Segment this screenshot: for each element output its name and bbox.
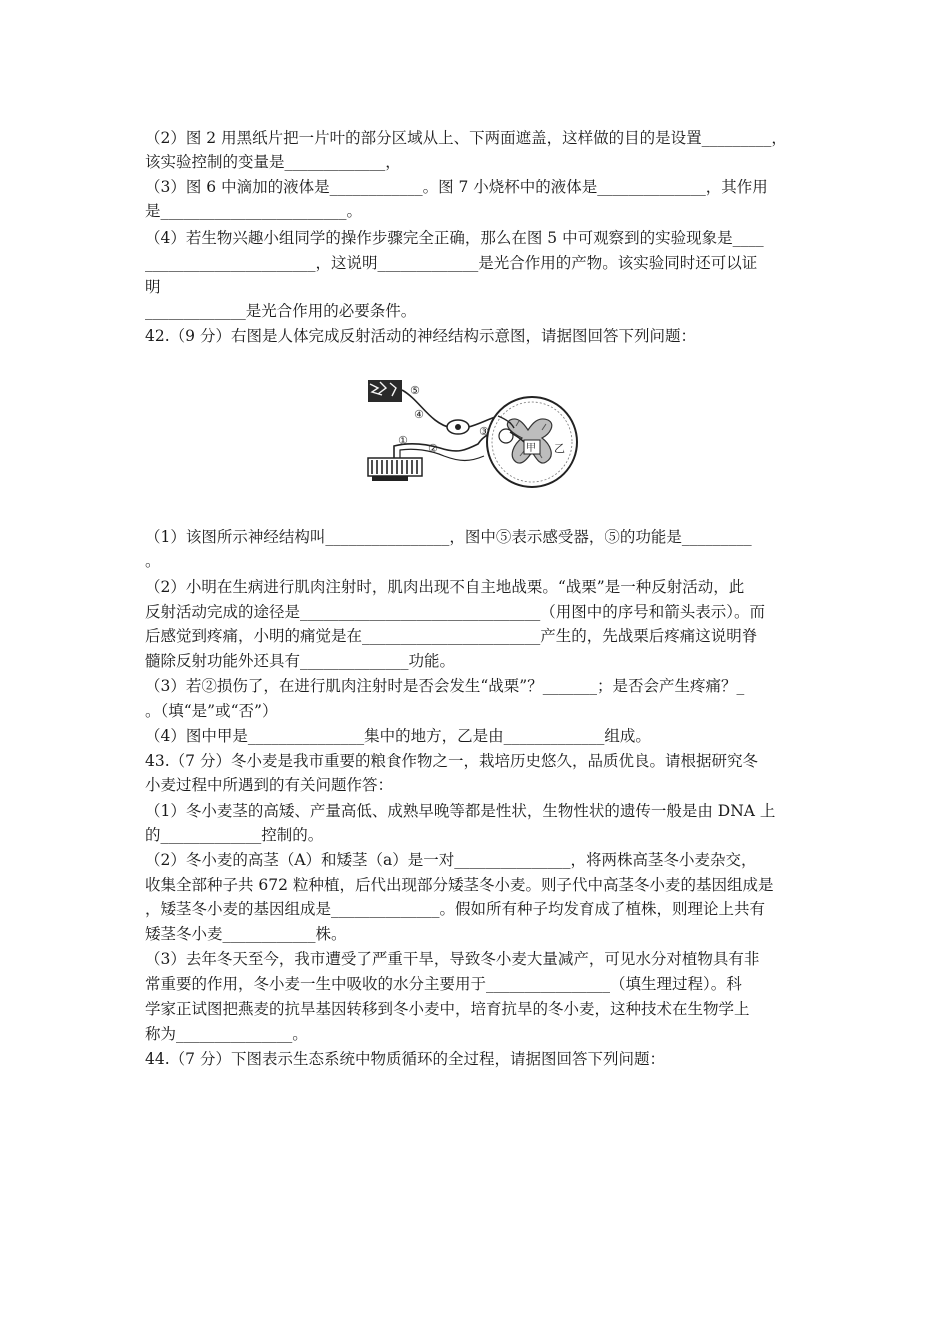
text-line: ，矮茎冬小麦的基因组成是______________。假如所有种子均发育成了植株，则理论上共有 — [145, 900, 766, 918]
text-line: （2）图 2 用黑纸片把一片叶的部分区域从上、下两面遮盖，这样做的目的是设置_________， — [145, 129, 787, 147]
reflex-arc-diagram — [360, 372, 590, 500]
question-43-title: 43.（7 分）冬小麦是我市重要的粮食作物之一，栽培历史悠久，品质优良。请根据研究冬 — [145, 752, 758, 770]
text-line: 的_____________控制的。 — [145, 826, 324, 844]
text-line: 髓除反射功能外还具有______________功能。 — [145, 652, 456, 670]
text-line: （1）该图所示神经结构叫________________，图中⑤表示感受器，⑤的功能是_________ — [145, 528, 752, 546]
text-line: （3）去年冬天至今，我市遭受了严重干旱，导致冬小麦大量减产，可见水分对植物具有非 — [145, 950, 760, 968]
text-line: （3）图 6 中滴加的液体是____________。图 7 小烧杯中的液体是______________，其作用 — [145, 178, 768, 196]
text-line: （1）冬小麦茎的高矮、产量高低、成熟早晚等都是性状，生物性状的遗传一般是由 DNA 上 — [145, 802, 776, 820]
text-line: 小麦过程中所遇到的有关问题作答： — [145, 776, 394, 794]
text-line: （4）图中甲是_______________集中的地方，乙是由_____________组成。 — [145, 727, 651, 745]
text-line: 称为_______________。 — [145, 1025, 308, 1043]
text-line: （2）冬小麦的高茎（A）和矮茎（a）是一对_______________，将两株高茎冬小麦杂交， — [145, 851, 757, 869]
text-line: （2）小明在生病进行肌肉注射时，肌肉出现不自主地战栗。“战栗”是一种反射活动，此 — [145, 578, 745, 596]
label-1: ① — [398, 434, 408, 447]
text-line: 后感觉到疼痛，小明的痛觉是在_______________________产生的，先战栗后疼痛这说明脊 — [145, 627, 758, 645]
text-line: 是________________________。 — [145, 202, 363, 220]
text-line: 。（填“是”或“否”） — [145, 702, 278, 720]
text-line: 收集全部种子共 672 粒种植，后代出现部分矮茎冬小麦。则子代中高茎冬小麦的基因组成是 — [145, 876, 774, 894]
text-line: 该实验控制的变量是_____________， — [145, 153, 401, 171]
question-42-title: 42.（9 分）右图是人体完成反射活动的神经结构示意图，请据图回答下列问题： — [145, 327, 696, 345]
label-5: ⑤ — [410, 384, 420, 397]
label-yi: 乙 — [554, 442, 565, 455]
text-line: 学家正试图把燕麦的抗旱基因转移到冬小麦中，培育抗旱的冬小麦，这种技术在生物学上 — [145, 1000, 750, 1018]
text-line: 矮茎冬小麦____________株。 — [145, 925, 347, 943]
question-44-title: 44.（7 分）下图表示生态系统中物质循环的全过程，请据图回答下列问题： — [145, 1050, 665, 1068]
text-line: 常重要的作用，冬小麦一生中吸收的水分主要用于________________（填生理过程）。科 — [145, 975, 742, 993]
label-3: ③ — [479, 425, 489, 438]
text-line: （4）若生物兴趣小组同学的操作步骤完全正确，那么在图 5 中可观察到的实验现象是____ — [145, 229, 764, 247]
text-line: 明 — [145, 278, 161, 296]
text-line: _____________是光合作用的必要条件。 — [145, 302, 417, 320]
effector-block — [368, 458, 422, 481]
receptor-block — [368, 380, 402, 402]
text-line: （3）若②损伤了，在进行肌肉注射时是否会发生“战栗”？_______；是否会产生疼痛？_ — [145, 677, 745, 695]
text-line: 反射活动完成的途径是_______________________________（用图中的序号和箭头表示）。而 — [145, 603, 766, 621]
text-line: ______________________，这说明_____________是光合作用的产物。该实验同时还可以证 — [145, 254, 758, 272]
label-4: ④ — [414, 408, 424, 421]
text-line: 。 — [145, 552, 161, 570]
label-jia: 甲 — [526, 443, 536, 454]
label-2: ② — [428, 442, 438, 455]
